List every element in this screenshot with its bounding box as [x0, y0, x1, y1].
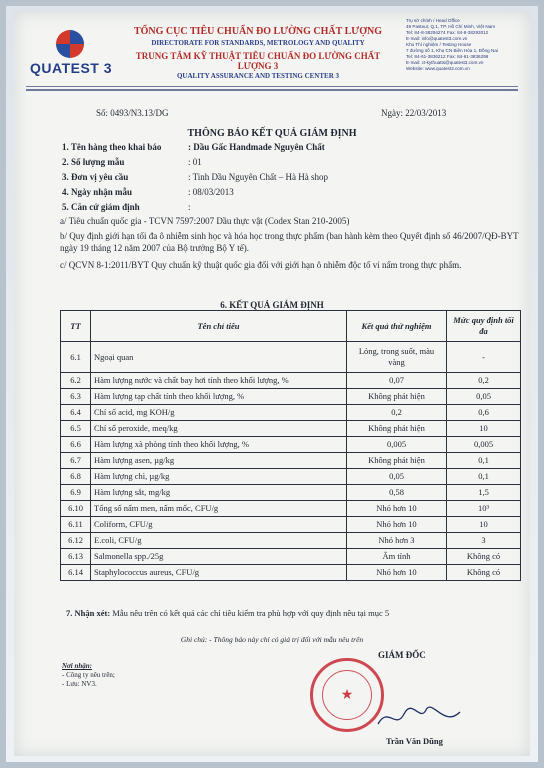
row-criterion: Hàm lượng chì, µg/kg — [91, 469, 347, 485]
row-limit: 0,2 — [447, 373, 521, 389]
row-limit: 0,005 — [447, 437, 521, 453]
contact-block — [406, 18, 534, 72]
letterhead-line-4: QUALITY ASSURANCE AND TESTING CENTER 3 — [176, 72, 339, 80]
row-result: Không phát hiện — [347, 453, 447, 469]
quatest-logo — [30, 30, 120, 74]
row-limit: 1,5 — [447, 485, 521, 501]
conclusion-label: 7. Nhận xét: — [66, 608, 111, 618]
criteria-b: b/ Quy định giới hạn tối đa ô nhiễm sinh học và hóa học trong thực phẩm (ban hành kèm theo Quyết định số 46/2007/QĐ-BYT ngày 19 tháng 12 năm 2007 của Bộ trưởng Bộ Y tế). — [60, 231, 519, 253]
row-criterion: Chỉ số acid, mg KOH/g — [91, 405, 347, 421]
row-number: 6.4 — [61, 405, 91, 421]
contact-line: 7 đường số 1, Khu CN Biên Hòa 1, Đồng Nai — [406, 48, 498, 53]
letterhead — [118, 26, 398, 80]
row-limit: 10³ — [447, 501, 521, 517]
row-limit: - — [447, 342, 521, 373]
row-result: Nhỏ hơn 3 — [347, 533, 447, 549]
row-number: 6.5 — [61, 421, 91, 437]
row-result: Nhỏ hơn 10 — [347, 517, 447, 533]
row-limit: Không có — [447, 565, 521, 581]
footnote: Ghi chú: - Thông báo này chỉ có giá trị đối với mẫu nêu trên — [180, 635, 364, 644]
table-row — [61, 342, 521, 373]
row-number: 6.11 — [61, 517, 91, 533]
document-number: Số: 0493/N3.13/DG — [96, 108, 169, 118]
row-result: Lỏng, trong suốt, màu vàng — [347, 342, 447, 373]
conclusion — [66, 608, 526, 618]
field-requesting-unit — [62, 172, 328, 182]
logo-text: QUATEST 3 — [30, 60, 113, 76]
row-result: 0,005 — [347, 437, 447, 453]
table-row — [61, 485, 521, 501]
row-criterion: Hàm lượng asen, µg/kg — [91, 453, 347, 469]
table-row — [61, 421, 521, 437]
row-number: 6.13 — [61, 549, 91, 565]
row-criterion: Tổng số nấm men, nấm mốc, CFU/g — [91, 501, 347, 517]
row-criterion: Staphylococcus aureus, CFU/g — [91, 565, 347, 581]
row-criterion: Hàm lượng xà phòng tính theo khối lượng, % — [91, 437, 347, 453]
contact-line: Khu Thí nghiệm / Testing House — [406, 42, 472, 47]
recipient-item: - Công ty nêu trên; — [62, 671, 115, 679]
row-criterion: Hàm lượng tạp chất tính theo khối lượng, % — [91, 389, 347, 405]
official-seal-stamp — [310, 658, 384, 732]
handwritten-signature — [374, 702, 464, 732]
row-result: 0,05 — [347, 469, 447, 485]
row-result: 0,07 — [347, 373, 447, 389]
row-result: Không phát hiện — [347, 421, 447, 437]
signer-name: Trần Văn Dũng — [386, 736, 443, 746]
field-value: : Tinh Dầu Nguyên Chất – Hà Hà shop — [188, 172, 328, 182]
seal-inner-ring — [322, 670, 372, 720]
column-header: Mức quy định tối đa — [447, 311, 521, 342]
field-received-date — [62, 187, 234, 197]
contact-line: 49 Pasteur, Q.1, TP. Hồ Chí Minh, Việt Nam — [406, 24, 496, 29]
document-page — [14, 12, 530, 756]
letterhead-line-1: TỔNG CỤC TIÊU CHUẨN ĐO LƯỜNG CHẤT LƯỢNG — [133, 26, 383, 37]
column-header: Kết quả thử nghiệm — [347, 311, 447, 342]
letterhead-line-3: TRUNG TÂM KỸ THUẬT TIÊU CHUẨN ĐO LƯỜNG CHẤT LƯỢNG 3 — [135, 51, 381, 71]
document-date: Ngày: 22/03/2013 — [381, 108, 447, 118]
row-criterion: Salmonella spp./25g — [91, 549, 347, 565]
conclusion-text: Mẫu nêu trên có kết quả các chỉ tiêu kiểm tra phù hợp với quy định nêu tại mục 5 — [112, 608, 390, 618]
row-number: 6.10 — [61, 501, 91, 517]
recipients-heading: Nơi nhận: — [62, 662, 93, 670]
recipient-item: - Lưu: NV3. — [62, 680, 97, 688]
contact-line: Tel: 84-61-3836212 Fax: 84-61-3836298 — [406, 54, 489, 59]
letterhead-line-2: DIRECTORATE FOR STANDARDS, METROLOGY AND QUALITY — [151, 39, 365, 47]
table-row — [61, 405, 521, 421]
table-row — [61, 501, 521, 517]
row-criterion: E.coli, CFU/g — [91, 533, 347, 549]
logo-mark-icon — [56, 30, 84, 58]
row-limit: 10 — [447, 421, 521, 437]
row-result: Nhỏ hơn 10 — [347, 565, 447, 581]
field-label: 3. Đơn vị yêu cầu — [62, 172, 129, 182]
row-result: 0,58 — [347, 485, 447, 501]
contact-line: Website: www.quatest3.com.vn — [406, 66, 470, 71]
row-number: 6.8 — [61, 469, 91, 485]
criteria-a: a/ Tiêu chuẩn quốc gia - TCVN 7597:2007 Dầu thực vật (Codex Stan 210-2005) — [60, 216, 350, 226]
table-row — [61, 437, 521, 453]
table-row — [61, 373, 521, 389]
table-row — [61, 453, 521, 469]
field-value: : Dầu Gấc Handmade Nguyên Chất — [188, 142, 325, 152]
row-criterion: Chỉ số peroxide, meq/kg — [91, 421, 347, 437]
row-limit: 0,1 — [447, 469, 521, 485]
table-row — [61, 517, 521, 533]
row-number: 6.14 — [61, 565, 91, 581]
field-product-name — [62, 142, 325, 152]
field-basis — [62, 202, 191, 212]
field-label: 5. Căn cứ giám định — [62, 202, 140, 212]
row-number: 6.6 — [61, 437, 91, 453]
row-criterion: Hàm lượng nước và chất bay hơi tính theo khối lượng, % — [91, 373, 347, 389]
contact-line: Trụ sở chính / Head Office — [406, 18, 460, 23]
row-limit: 0,6 — [447, 405, 521, 421]
field-value: : 01 — [188, 157, 202, 167]
row-number: 6.2 — [61, 373, 91, 389]
row-limit: 3 — [447, 533, 521, 549]
row-result: Nhỏ hơn 10 — [347, 501, 447, 517]
section-6-heading: 6. KẾT QUẢ GIÁM ĐỊNH — [220, 300, 324, 310]
field-value: : — [188, 202, 191, 212]
contact-line: E-mail: info@quatest3.com.vn — [406, 36, 468, 41]
row-limit: Không có — [447, 549, 521, 565]
field-label: 4. Ngày nhận mẫu — [62, 187, 133, 197]
table-header-row — [61, 311, 521, 342]
row-result: Không phát hiện — [347, 389, 447, 405]
table-row — [61, 565, 521, 581]
row-limit: 0,1 — [447, 453, 521, 469]
table-row — [61, 389, 521, 405]
contact-line: Tel: 84-8-38294274 Fax: 84-8-38293012 — [406, 30, 489, 35]
table-row — [61, 469, 521, 485]
recipients — [62, 662, 115, 689]
header-divider — [26, 86, 518, 87]
field-label: 1. Tên hàng theo khai báo — [62, 142, 162, 152]
row-criterion: Hàm lượng sắt, mg/kg — [91, 485, 347, 501]
row-result: Âm tính — [347, 549, 447, 565]
row-limit: 0,05 — [447, 389, 521, 405]
director-title: GIÁM ĐỐC — [378, 650, 426, 660]
column-header: Tên chỉ tiêu — [91, 311, 347, 342]
star-icon: ★ — [340, 687, 354, 703]
results-table — [60, 310, 521, 581]
criteria-c: c/ QCVN 8-1:2011/BYT Quy chuẩn kỹ thuật quốc gia đối với giới hạn ô nhiễm độc tố vi nấm trong thực phẩm. — [60, 260, 462, 270]
column-header: TT — [61, 311, 91, 342]
document-title: THÔNG BÁO KẾT QUẢ GIÁM ĐỊNH — [187, 128, 357, 139]
row-number: 6.9 — [61, 485, 91, 501]
table-row — [61, 533, 521, 549]
row-number: 6.7 — [61, 453, 91, 469]
header-divider-bold — [26, 89, 518, 91]
row-criterion: Ngoại quan — [91, 342, 347, 373]
row-criterion: Coliform, CFU/g — [91, 517, 347, 533]
row-limit: 10 — [447, 517, 521, 533]
field-sample-quantity — [62, 157, 202, 167]
field-label: 2. Số lượng mẫu — [62, 157, 125, 167]
contact-line: E-mail: ct-kythuatts@quatest3.com.vn — [406, 60, 484, 65]
row-result: 0,2 — [347, 405, 447, 421]
table-row — [61, 549, 521, 565]
row-number: 6.1 — [61, 342, 91, 373]
row-number: 6.12 — [61, 533, 91, 549]
row-number: 6.3 — [61, 389, 91, 405]
field-value: : 08/03/2013 — [188, 187, 234, 197]
